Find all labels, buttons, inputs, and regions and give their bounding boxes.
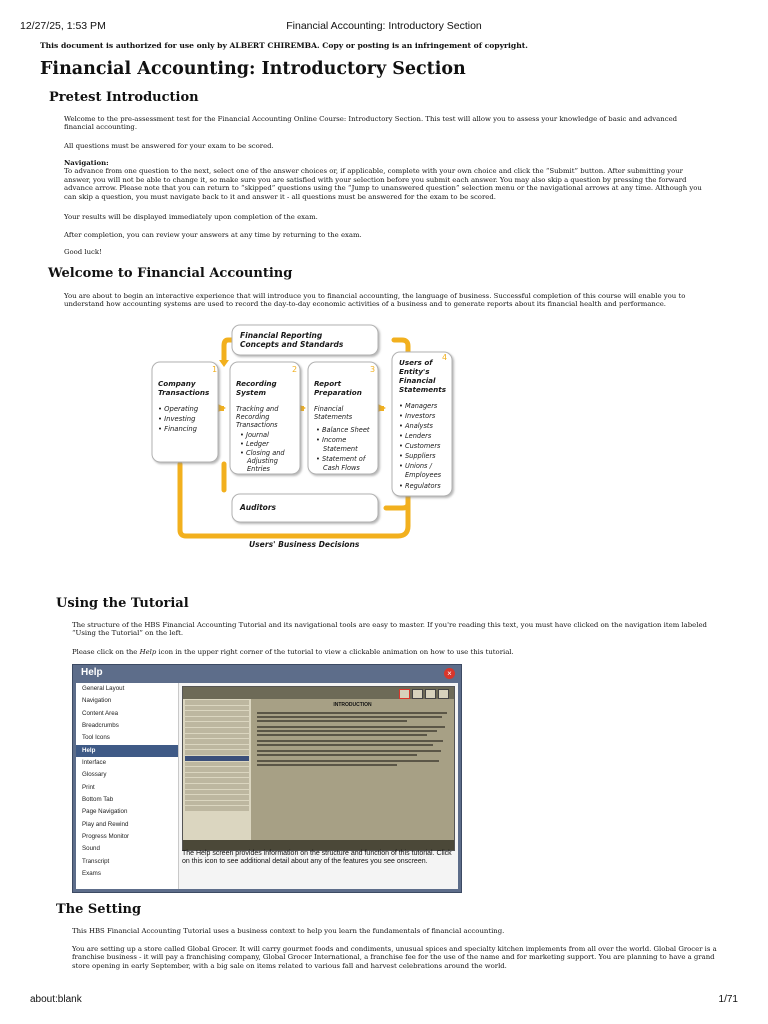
- setting-paragraph-2: You are setting up a store called Global Grocer. It will carry gourmet foods and condiments, unusual spices and specialty kitchen implements from all over the world. Global Grocer is a franchise business - it will pay a franchising company, Global Grocer International, a franchise fee for the use of the name and for marketing support. You are planning to have a grand store opening in early September, with a big sale on items related to various fall and harvest celebrations around the world.: [72, 945, 717, 970]
- help-nav-list: [76, 683, 179, 889]
- help-nav-item: Play and Rewind: [82, 820, 129, 828]
- svg-text:Entries: Entries: [247, 465, 270, 473]
- svg-text:Company: Company: [158, 379, 196, 388]
- thumbnail-toc: [183, 699, 251, 840]
- help-nav-item: Exams: [82, 870, 101, 878]
- navigation-text: To advance from one question to the next, select one of the answer choices or, if applicable, complete with your own choice and click the “Submit” button. After submitting your answer, you will not be able to change it, so make sure you are satisfied with your selection before you submit each answer. You may also skip a question by pressing the forward advance arrow. Please note that you can return to “skipped” questions using the “Jump to unanswered question” selection menu or the navigational arrows at any time. Although you can skip a question, you must navigate back to it and answer it - all questions must be answered for the exam to be scored.: [64, 167, 702, 201]
- welcome-paragraph: You are about to begin an interactive experience that will introduce you to financial accounting, the language of business. Successful completion of this course will enable you to understand how accounting systems are used to record the day-to-day economic activities of a business and to generate reports about its financial health and performance.: [64, 292, 686, 309]
- thumbnail-tool-icon: [412, 689, 423, 699]
- svg-text:• Journal: • Journal: [240, 431, 269, 439]
- help-nav-item: Bottom Tab: [82, 796, 114, 804]
- thumbnail-heading: INTRODUCTION: [333, 702, 372, 708]
- svg-text:• Managers: • Managers: [399, 402, 438, 410]
- svg-text:Statement: Statement: [323, 445, 358, 453]
- thumbnail-tool-icon: [438, 689, 449, 699]
- svg-text:Financial: Financial: [399, 376, 436, 385]
- tutorial-help-paragraph: Please click on the Help icon in the upper right corner of the tutorial to view a clickable animation on how to use this tutorial.: [72, 648, 514, 656]
- help-nav-item-selected: Help: [76, 745, 178, 757]
- svg-text:Recording: Recording: [236, 379, 277, 388]
- svg-text:• Customers: • Customers: [399, 442, 441, 450]
- tutorial-heading: Using the Tutorial: [56, 596, 189, 611]
- top-box-line1: Financial Reporting: [240, 331, 323, 340]
- svg-text:Statements: Statements: [314, 413, 353, 421]
- thumbnail-content: [251, 699, 454, 840]
- svg-text:• Operating: • Operating: [158, 405, 199, 413]
- page-title: Financial Accounting: Introductory Section: [40, 59, 466, 79]
- svg-text:System: System: [236, 388, 266, 397]
- svg-text:• Lenders: • Lenders: [399, 432, 432, 440]
- diagram-box-auditors: [232, 494, 378, 522]
- thumbnail-toolbar: [183, 687, 454, 699]
- svg-text:Cash Flows: Cash Flows: [323, 464, 360, 472]
- help-nav-item: Glossary: [82, 771, 107, 779]
- top-box-line2: Concepts and Standards: [240, 340, 344, 349]
- pretest-heading: Pretest Introduction: [49, 90, 199, 105]
- accounting-flow-diagram: [146, 320, 458, 552]
- svg-text:• Regulators: • Regulators: [399, 482, 441, 490]
- pretest-questions-paragraph: All questions must be answered for your exam to be scored.: [64, 142, 274, 150]
- setting-heading: The Setting: [56, 902, 142, 917]
- svg-text:• Income: • Income: [316, 436, 347, 444]
- svg-text:Statements: Statements: [399, 385, 446, 394]
- svg-text:• Investors: • Investors: [399, 412, 436, 420]
- welcome-heading: Welcome to Financial Accounting: [48, 266, 293, 281]
- svg-text:Preparation: Preparation: [314, 388, 362, 397]
- help-emphasis: Help: [139, 648, 157, 656]
- tutorial-thumbnail: [182, 686, 455, 851]
- diagram-box-company-transactions: [152, 362, 218, 462]
- tutorial-paragraph: The structure of the HBS Financial Accounting Tutorial and its navigational tools are easy to master. If you're reading this text, you must have clicked on the navigation item labeled “Using the Tutorial” on the left.: [72, 621, 707, 638]
- svg-text:4: 4: [442, 353, 448, 362]
- svg-text:• Closing and: • Closing and: [240, 449, 285, 457]
- svg-text:Entity's: Entity's: [399, 367, 430, 376]
- help-nav-item: Sound: [82, 845, 100, 853]
- svg-text:Transactions: Transactions: [236, 421, 278, 429]
- svg-text:Recording: Recording: [236, 413, 270, 421]
- svg-text:• Financing: • Financing: [158, 425, 197, 433]
- svg-text:Report: Report: [314, 379, 342, 388]
- thumbnail-tool-icon: [425, 689, 436, 699]
- box1-number: 1: [212, 365, 218, 374]
- svg-text:Tracking and: Tracking and: [236, 405, 279, 413]
- diagram-box-recording-system: [230, 362, 300, 474]
- help-nav-item: Navigation: [82, 697, 112, 705]
- close-icon: ×: [444, 668, 455, 679]
- help-nav-item: Progress Monitor: [82, 833, 130, 841]
- help-nav-item: Content Area: [82, 709, 119, 717]
- help-nav-item: Transcript: [82, 857, 110, 865]
- svg-text:• Statement of: • Statement of: [316, 455, 366, 463]
- results-paragraph: Your results will be displayed immediately upon completion of the exam.: [64, 213, 318, 221]
- review-paragraph: After completion, you can review your answers at any time by returning to the exam.: [64, 231, 362, 239]
- help-nav-item: Breadcrumbs: [82, 722, 119, 730]
- help-nav-item: General Layout: [82, 685, 125, 692]
- thumbnail-bottom-bar: [183, 840, 454, 850]
- help-button-highlight: [399, 689, 410, 699]
- diagram-box-reporting-standards: [232, 325, 378, 355]
- svg-text:• Balance Sheet: • Balance Sheet: [316, 426, 370, 434]
- svg-text:Employees: Employees: [405, 471, 442, 479]
- print-title: Financial Accounting: Introductory Section: [286, 20, 482, 32]
- pretest-intro-paragraph: Welcome to the pre-assessment test for the Financial Accounting Online Course: Introductory Section. This test will allow you to assess your knowledge of basic and advanced financial accounting.: [64, 115, 678, 132]
- svg-text:Adjusting: Adjusting: [247, 457, 278, 465]
- svg-text:Users of: Users of: [399, 358, 433, 367]
- good-luck-text: Good luck!: [64, 248, 102, 256]
- page-number: 1/71: [718, 994, 738, 1005]
- svg-text:Transactions: Transactions: [158, 388, 210, 397]
- svg-text:• Unions /: • Unions /: [399, 462, 432, 470]
- help-window-title: Help: [81, 667, 103, 678]
- svg-text:Auditors: Auditors: [240, 503, 276, 512]
- help-nav-item: Print: [82, 783, 95, 791]
- svg-text:Financial: Financial: [314, 405, 344, 413]
- authorization-notice: This document is authorized for use only by ALBERT CHIREMBA. Copy or posting is an infringement of copyright.: [40, 41, 528, 50]
- help-window-screenshot: [72, 664, 462, 893]
- svg-text:• Investing: • Investing: [158, 415, 196, 423]
- help-nav-item: Page Navigation: [82, 808, 128, 816]
- print-url: about:blank: [30, 994, 82, 1005]
- diagram-box-users: [392, 352, 452, 496]
- svg-text:• Analysts: • Analysts: [399, 422, 433, 430]
- svg-text:• Suppliers: • Suppliers: [399, 452, 436, 460]
- svg-text:2: 2: [292, 365, 298, 374]
- navigation-section: [64, 159, 706, 201]
- diagram-box-report-preparation: [308, 362, 378, 474]
- navigation-label: Navigation:: [64, 159, 109, 167]
- help-caption: The Help screen provides information on the structure and function of this tutorial. Click on this icon to see additional detail about any of the features you see onscreen.: [182, 850, 452, 865]
- help-nav-item: Interface: [82, 759, 107, 767]
- svg-text:• Ledger: • Ledger: [240, 440, 269, 448]
- diagram-caption: Users' Business Decisions: [249, 540, 360, 549]
- print-datetime: 12/27/25, 1:53 PM: [20, 20, 106, 32]
- setting-paragraph-1: This HBS Financial Accounting Tutorial uses a business context to help you learn the fundamentals of financial accounting.: [72, 927, 505, 935]
- svg-text:3: 3: [370, 365, 376, 374]
- help-nav-item: Tool Icons: [82, 734, 110, 742]
- help-window-body: [76, 683, 458, 889]
